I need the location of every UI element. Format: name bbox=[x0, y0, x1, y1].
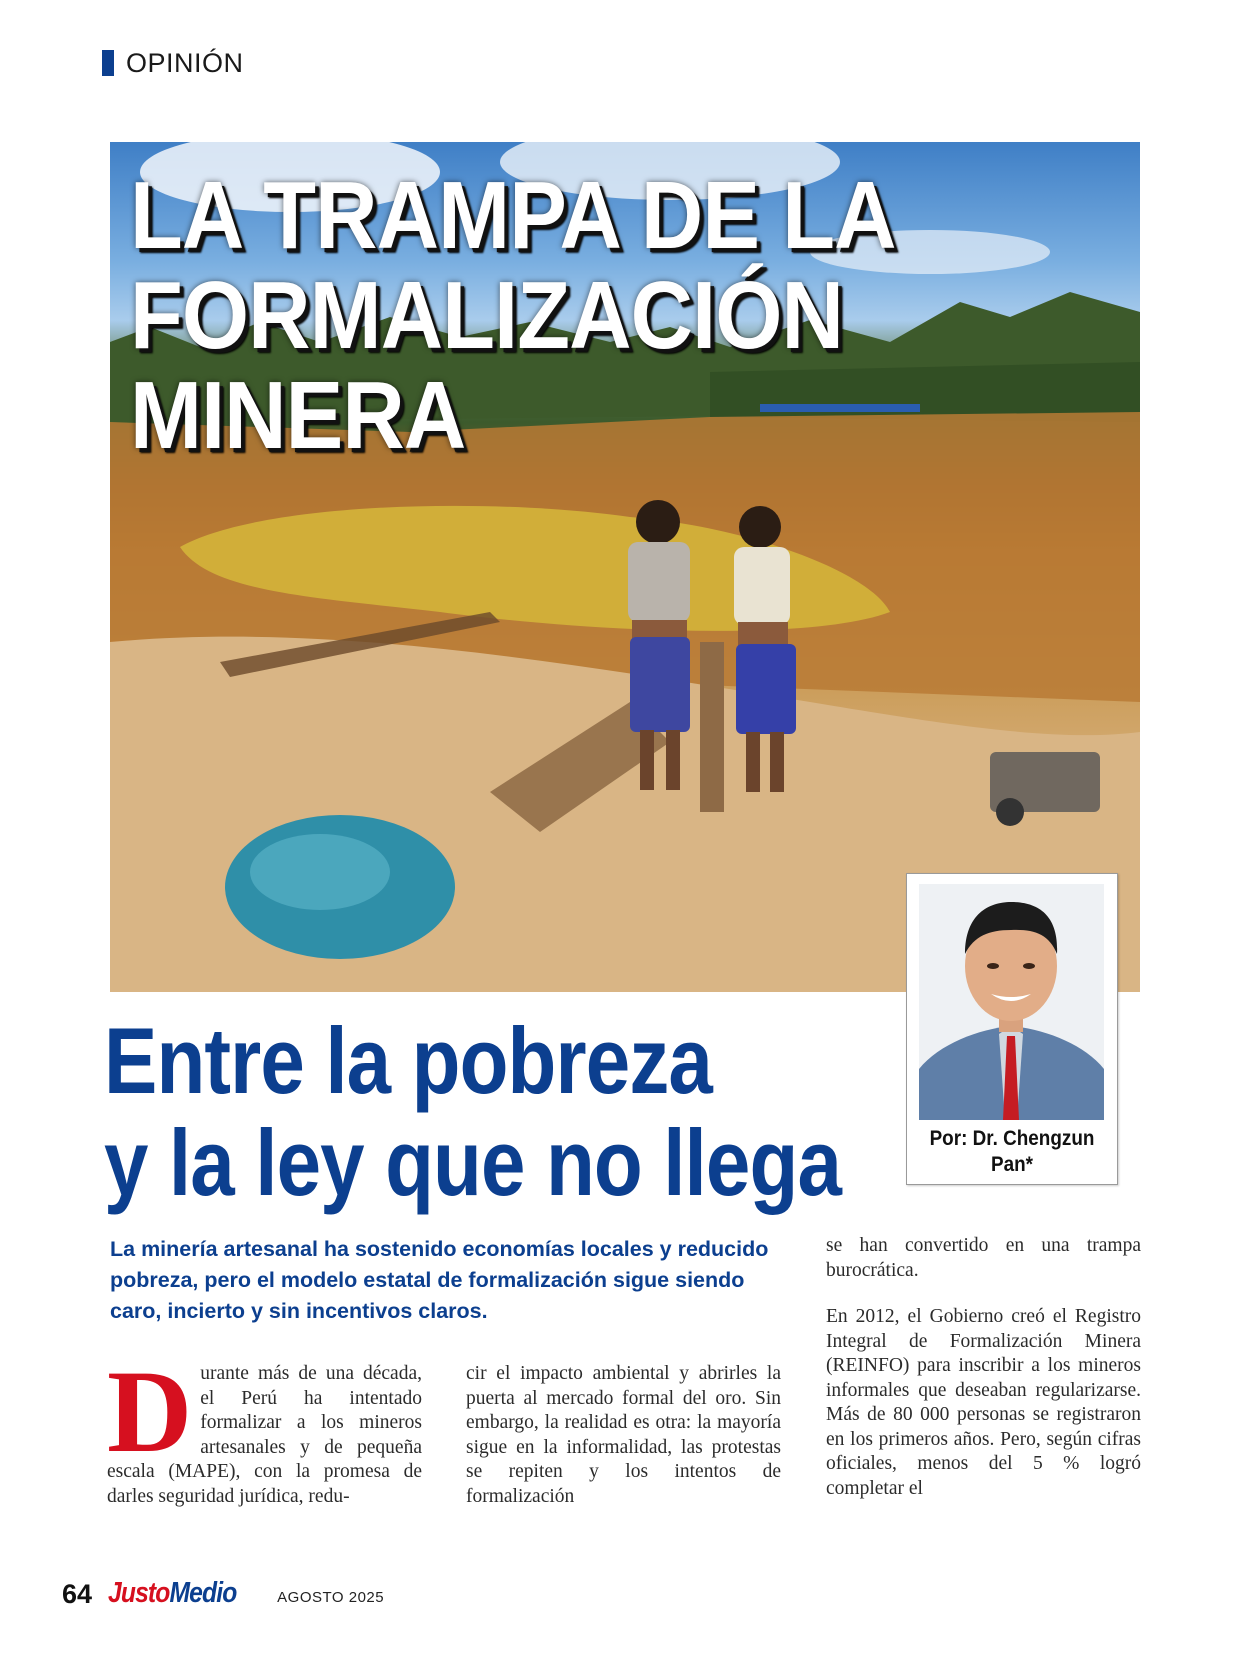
author-photo bbox=[919, 884, 1104, 1120]
body-column-3 bbox=[826, 1234, 1141, 1523]
article-lead: La minería artesanal ha sostenido economías locales y reducido pobreza, pero el modelo estatal de formalización sigue siendo caro, incierto y sin incentivos claros. bbox=[110, 1237, 769, 1323]
article-subtitle bbox=[104, 1010, 841, 1214]
magazine-logo bbox=[108, 1577, 236, 1610]
body-column-2 bbox=[466, 1362, 781, 1509]
page-footer bbox=[62, 1570, 384, 1610]
drop-cap: D bbox=[107, 1346, 193, 1477]
body-paragraph: En 2012, el Gobierno creó el Registro Integral de Formalización Minera (REINFO) para inscribir a los mineros informales que deseaban regularizarse. Más de 80 000 personas se registraron en los primeros años. Pero, según cifras oficiales, menos del 5 % logró completar el bbox=[826, 1306, 1141, 1499]
author-byline: Por: Dr. Chengzun Pan* bbox=[929, 1127, 1095, 1176]
hero-title-line: FORMALIZACIÓN bbox=[130, 262, 843, 369]
page-number: 64 bbox=[62, 1579, 93, 1609]
body-text: cir el impacto ambiental y abrirles la puerta al mercado formal del oro. Sin embargo, la realidad es otra: la mayoría sigue en la informalidad, las protestas se repiten y los intentos de formalización bbox=[466, 1363, 781, 1507]
logo-part-1: Justo bbox=[108, 1577, 170, 1609]
body-column-1 bbox=[107, 1346, 422, 1509]
subtitle-line: y la ley que no llega bbox=[104, 1110, 842, 1215]
section-tag bbox=[102, 48, 244, 78]
section-tag-bar bbox=[102, 50, 114, 76]
hero-title-line: LA TRAMPA DE LA bbox=[130, 162, 896, 269]
issue-date: AGOSTO 2025 bbox=[277, 1589, 385, 1606]
author-box bbox=[906, 873, 1118, 1185]
logo-part-2: Medio bbox=[169, 1577, 237, 1609]
body-text: urante más de una década, el Perú ha intentado formalizar a los mineros artesanales y de pequeña escala (MAPE), con la promesa de darles seguridad jurídica, redu- bbox=[107, 1363, 422, 1507]
hero-image bbox=[110, 142, 1140, 992]
hero-title-line: MINERA bbox=[130, 362, 466, 469]
hero-title bbox=[130, 162, 896, 469]
section-label: OPINIÓN bbox=[126, 47, 244, 78]
body-paragraph: se han convertido en una trampa burocrática. bbox=[826, 1235, 1141, 1281]
subtitle-line: Entre la pobreza bbox=[104, 1008, 713, 1113]
